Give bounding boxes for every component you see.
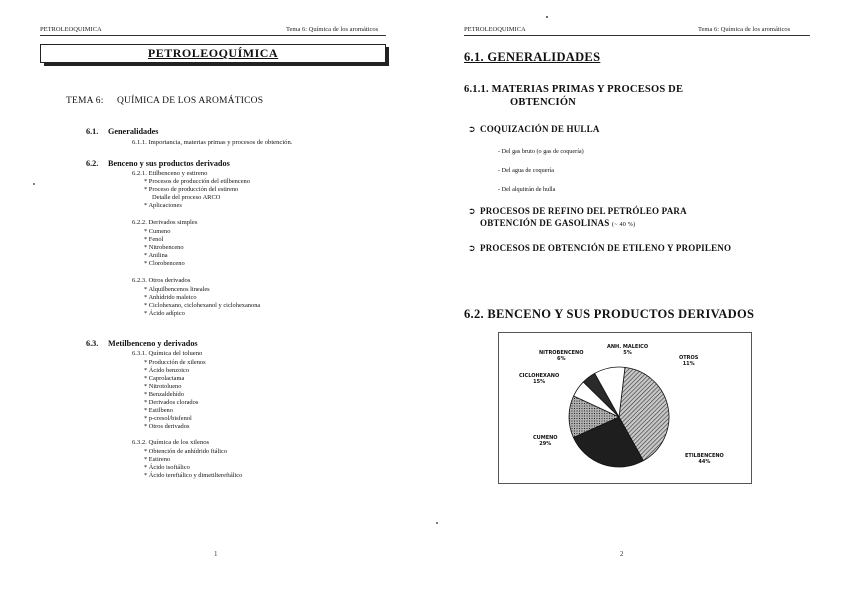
pie-label-ciclohexano — [519, 373, 559, 385]
coquizacion-line — [468, 124, 600, 136]
sec-6-1-title: Generalidades — [108, 127, 159, 136]
etileno-title: PROCESOS DE OBTENCIÓN DE ETILENO Y PROPILENO — [480, 243, 732, 253]
pie-category-label: NITROBENCENO — [539, 350, 584, 356]
list-item: * Anhídrido maleico — [144, 294, 197, 301]
tema-number: TEMA 6: — [66, 96, 104, 106]
heading-6-2: 6.2. BENCENO Y SUS PRODUCTOS DERIVADOS — [464, 307, 755, 321]
list-item: * Estireno — [144, 456, 171, 463]
pie-category-label: OTROS — [679, 355, 699, 361]
list-item: * Nitrotolueno — [144, 383, 182, 390]
doc-title: PETROLEOQUÍMICA — [147, 46, 279, 60]
heading-6-1-1-line2: OBTENCIÓN — [510, 97, 576, 108]
list-item: * p-cresol/bisfenol — [144, 415, 192, 422]
list-item: * Alquilbencenos lineales — [144, 286, 210, 293]
refino-line1 — [468, 206, 687, 218]
list-item: * Fenol — [144, 236, 164, 243]
sec-6-3-2: 6.3.2. Química de los xilenos — [132, 439, 210, 446]
refino-title: PROCESOS DE REFINO DEL PETRÓLEO PARA — [480, 206, 687, 216]
list-item: * Derivados clorados — [144, 399, 199, 406]
list-item: * Ácido adípico — [144, 310, 185, 317]
pie-chart-frame — [498, 332, 752, 484]
title-box-shadow-right — [386, 47, 389, 64]
sec-6-2-number: 6.2. — [86, 159, 99, 168]
pie-category-label: ETILBENCENO — [685, 453, 724, 459]
list-item: * Nitrobenceno — [144, 244, 184, 251]
list-item: * Aplicaciones — [144, 202, 182, 209]
pie-label-nitrobenceno — [539, 350, 584, 362]
list-item: - Del alquitrán de hulla — [498, 186, 556, 193]
arrow-right-icon: ➲ — [468, 125, 476, 135]
pie-category-label: CICLOHEXANO — [519, 373, 560, 379]
pie-value-label: 15% — [533, 379, 546, 385]
arrow-right-icon: ➲ — [468, 244, 476, 254]
pie-value-label: 29% — [539, 441, 552, 447]
list-item: * Ácido tereftálico y dimetiltereftálico — [144, 472, 243, 479]
sec-6-2-3: 6.2.3. Otros derivados — [132, 277, 191, 284]
list-item: * Ácido isoftálico — [144, 464, 190, 471]
pie-category-label: ANH. MALEICO — [607, 344, 649, 350]
list-item: Detalle del proceso ARCO — [152, 194, 221, 201]
sec-6-1-number: 6.1. — [86, 127, 99, 136]
list-item: * Ácido benzoico — [144, 367, 190, 374]
list-item: - Del gas bruto (o gas de coquería) — [498, 148, 584, 155]
left-page-number: 1 — [214, 550, 218, 558]
list-item: * Clorobenceno — [144, 260, 185, 267]
list-item: * Cumeno — [144, 228, 171, 235]
sec-6-3-title: Metilbenceno y derivados — [108, 339, 198, 348]
list-item: * Caprolactama — [144, 375, 185, 382]
heading-6-1: 6.1. GENERALIDADES — [464, 50, 601, 64]
arrow-right-icon: ➲ — [468, 207, 476, 217]
right-page — [424, 0, 848, 594]
etileno-line — [468, 243, 731, 255]
pie-label-cumeno — [533, 435, 558, 447]
right-header-rule — [464, 35, 810, 36]
sec-6-3-1: 6.3.1. Química del tolueno — [132, 350, 203, 357]
list-item: * Procesos de producción del etilbenceno — [144, 178, 250, 185]
right-header-right: Tema 6: Química de los aromáticos — [698, 26, 791, 33]
tema-title: QUÍMICA DE LOS AROMÁTICOS — [117, 96, 264, 106]
left-header-right: Tema 6: Química de los aromáticos — [286, 26, 379, 33]
pie-value-label: 5% — [623, 350, 632, 356]
list-item: * Otros derivados — [144, 423, 190, 430]
scan-speck — [33, 183, 35, 185]
left-header-rule — [40, 35, 386, 36]
sec-6-2-title: Benceno y sus productos derivados — [108, 159, 230, 168]
pie-value-label: 44% — [698, 459, 711, 465]
pie-category-label: CUMENO — [533, 435, 558, 441]
sec-6-2-2: 6.2.2. Derivados simples — [132, 219, 198, 226]
refino-line2 — [480, 218, 635, 230]
refino-title-2: OBTENCIÓN DE GASOLINAS — [480, 218, 610, 228]
sec-6-1-1: 6.1.1. Importancia, materias primas y procesos de obtención. — [132, 139, 293, 146]
heading-6-1-1-line1: 6.1.1. MATERIAS PRIMAS Y PROCESOS DE — [464, 84, 684, 95]
sec-6-2-1: 6.2.1. Etilbenceno y estireno — [132, 170, 208, 177]
pie-label-anh-maleico — [607, 344, 648, 356]
right-page-number: 2 — [620, 550, 624, 558]
scan-speck — [546, 16, 548, 18]
list-item: * Obtención de anhídrido ftálico — [144, 448, 228, 455]
right-header-left: PETROLEOQUIMICA — [464, 26, 526, 33]
list-item: * Estilbeno — [144, 407, 173, 414]
list-item: * Producción de xilenos — [144, 359, 206, 366]
sec-6-3-number: 6.3. — [86, 339, 99, 348]
pie-value-label: 6% — [557, 356, 566, 362]
coquizacion-title: COQUIZACIÓN DE HULLA — [480, 124, 600, 134]
left-header-left: PETROLEOQUIMICA — [40, 26, 102, 33]
pie-label-etilbenceno — [685, 453, 724, 465]
list-item: - Del agua de coquería — [498, 167, 555, 174]
refino-note: (~ 40 %) — [611, 221, 636, 228]
list-item: * Benzaldehído — [144, 391, 184, 398]
list-item: * Ciclohexano, ciclohexanol y ciclohexanona — [144, 302, 261, 309]
scan-speck — [436, 522, 438, 524]
pie-value-label: 11% — [682, 361, 695, 367]
title-box-shadow-bottom — [44, 63, 389, 66]
list-item: * Anilina — [144, 252, 168, 259]
list-item: * Proceso de producción del estireno — [144, 186, 239, 193]
title-box — [40, 44, 386, 63]
pie-label-otros — [679, 355, 698, 367]
